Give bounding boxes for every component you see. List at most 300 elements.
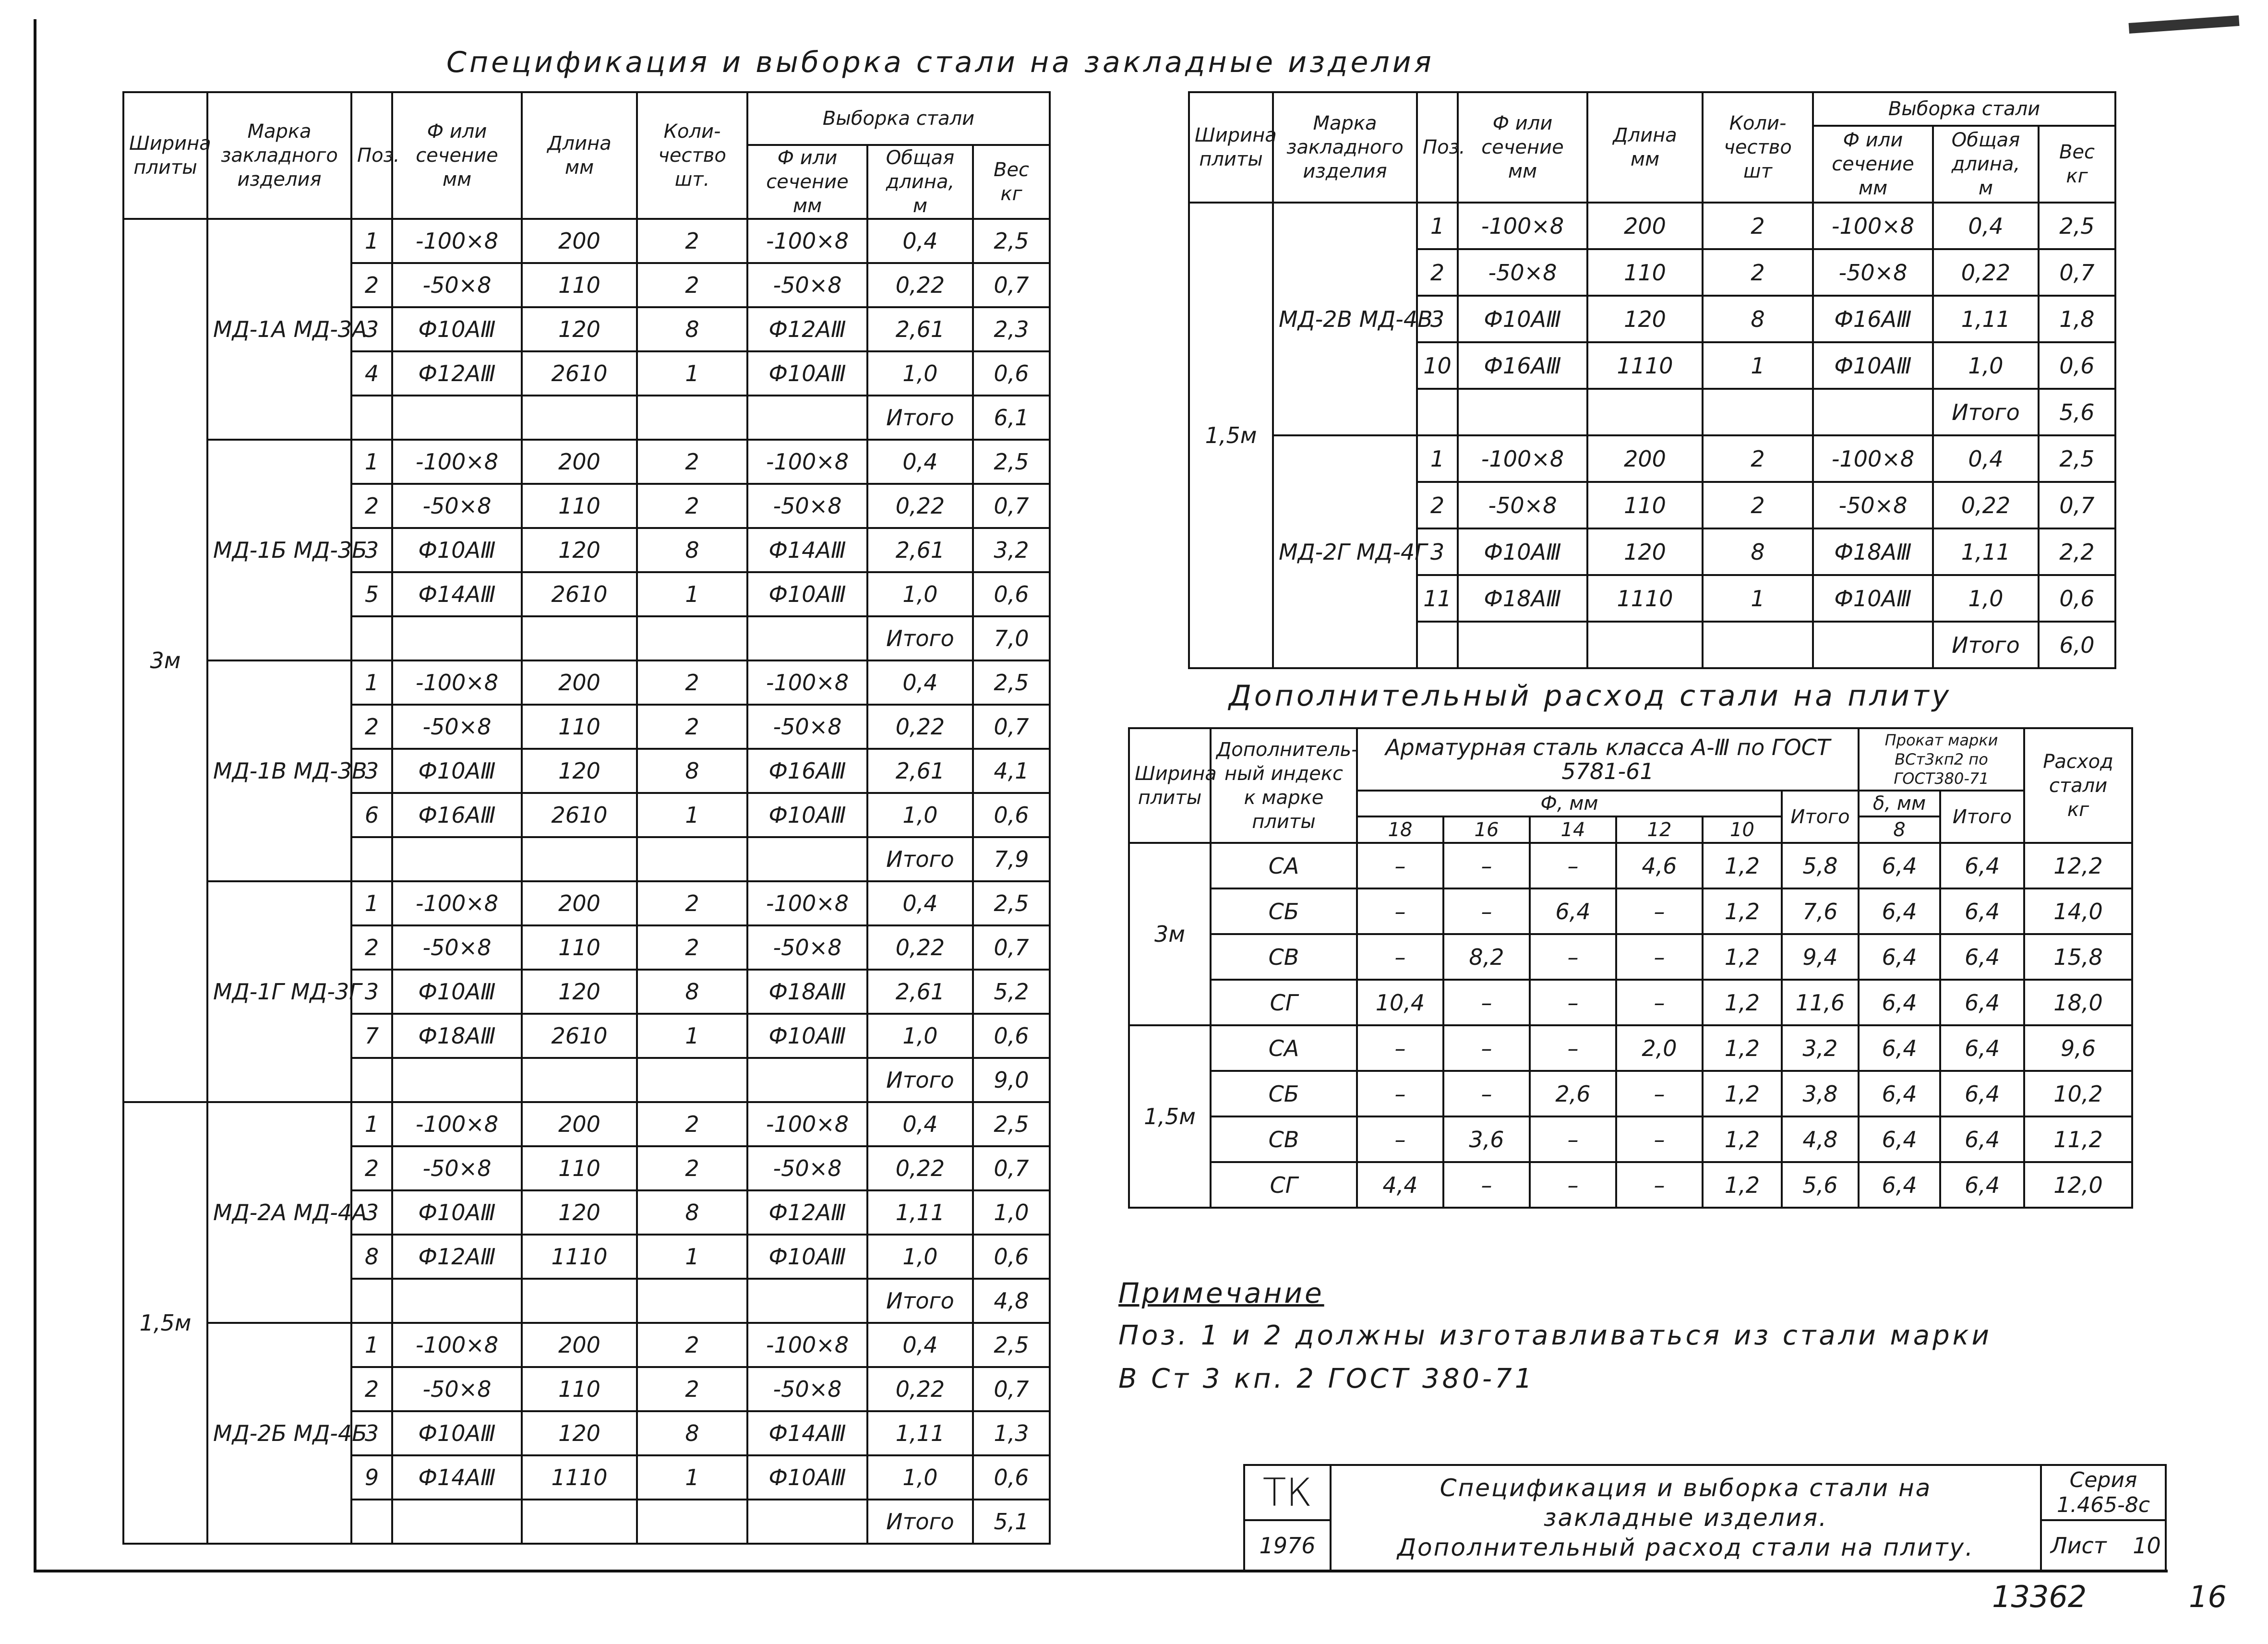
cell-sel-section: Ф18АⅢ	[747, 970, 867, 1014]
cell-sel-section: Ф14АⅢ	[747, 528, 867, 572]
cell-length: 200	[522, 219, 637, 263]
cell-weight: 2,5	[2039, 435, 2115, 482]
cell-sel-length: 0,4	[1933, 203, 2039, 249]
cell-sel-section: Ф10АⅢ	[747, 793, 867, 837]
hdr-length-unit: мм	[1630, 148, 1660, 170]
cell-length: 110	[1587, 482, 1703, 528]
hdr-pos: Поз.	[351, 92, 392, 219]
cell-section: Ф18АⅢ	[392, 1014, 522, 1058]
cell-pos: 1	[351, 660, 392, 705]
note-line-2: В Ст 3 кп. 2 ГОСТ 380-71	[1118, 1363, 1535, 1394]
cell-section: -100×8	[392, 881, 522, 925]
cell-consumption: 15,8	[2024, 934, 2132, 980]
cell-profile-8: 6,4	[1859, 1162, 1940, 1208]
cell-sel-section	[747, 837, 867, 881]
cell-sel-length: 0,22	[867, 1367, 973, 1411]
title-specification: Спецификация и выборка стали на закладные изделия	[446, 46, 1434, 79]
cell-sel-section: -50×8	[747, 1146, 867, 1190]
cell-sel-length: 1,0	[867, 1235, 973, 1279]
cell-consumption: 9,6	[2024, 1025, 2132, 1071]
cell-d14: –	[1530, 843, 1616, 888]
cell-section: Ф10АⅢ	[392, 1190, 522, 1235]
cell-d14: –	[1530, 1025, 1616, 1071]
hdr-section-unit: мм	[442, 168, 472, 191]
cell-pos	[351, 1279, 392, 1323]
cell-profile-8: 6,4	[1859, 1116, 1940, 1162]
cell-consumption: 12,2	[2024, 843, 2132, 888]
cell-sel-length: 1,11	[1933, 528, 2039, 575]
cell-qty: 2	[1703, 249, 1813, 296]
hdr-sel-section-label: Ф или сечение	[766, 147, 849, 193]
cell-qty: 1	[1703, 575, 1813, 622]
stamp-year: 1976	[1244, 1520, 1331, 1571]
hdr-length-unit: мм	[564, 156, 594, 179]
cell-sel-section: -100×8	[747, 1102, 867, 1146]
cell-pos: 3	[351, 528, 392, 572]
cell-profile-total: 6,4	[1940, 1071, 2024, 1116]
cell-d12: –	[1616, 980, 1703, 1025]
cell-length: 2610	[522, 572, 637, 616]
cell-weight: 2,5	[973, 660, 1050, 705]
cell-pos: 1	[351, 440, 392, 484]
cell-section: Ф18АⅢ	[1458, 575, 1587, 622]
cell-weight: 7,0	[973, 616, 1050, 660]
hdr-length-label: Длина	[547, 132, 612, 155]
hdr-qty-label: Коли-чество	[1724, 112, 1792, 158]
cell-section: Ф10АⅢ	[392, 749, 522, 793]
cell-sel-length: 2,61	[867, 749, 973, 793]
cell-qty: 8	[637, 307, 747, 351]
cell-weight: 0,7	[973, 1367, 1050, 1411]
cell-qty: 8	[637, 749, 747, 793]
cell-pos: 3	[351, 970, 392, 1014]
cell-sel-section: Ф16АⅢ	[747, 749, 867, 793]
hdr-section	[1458, 92, 1587, 203]
cell-qty: 1	[637, 1014, 747, 1058]
cell-pos	[351, 1058, 392, 1102]
note-line-1: Поз. 1 и 2 должны изготавливаться из стали марки	[1118, 1320, 1992, 1351]
cell-weight: 0,7	[2039, 249, 2115, 296]
cell-weight: 2,5	[973, 219, 1050, 263]
hdr-sel-length-unit: м	[912, 195, 928, 217]
cell-qty: 2	[1703, 435, 1813, 482]
table-row	[123, 219, 1050, 263]
cell-sel-length: Итого	[1933, 389, 2039, 435]
hdr-consumption-unit: кг	[2067, 798, 2089, 821]
cell-sel-length: 0,4	[867, 219, 973, 263]
cell-total: 4,8	[1782, 1116, 1859, 1162]
table-row	[123, 1323, 1050, 1367]
cell-sel-section: -100×8	[747, 219, 867, 263]
cell-length: 2610	[522, 1014, 637, 1058]
cell-d14: 6,4	[1530, 888, 1616, 934]
hdr-weight-label: Вес	[993, 159, 1030, 181]
mark-cell: МД-1А МД-3А	[207, 219, 351, 440]
cell-total: 11,6	[1782, 980, 1859, 1025]
cell-pos: 2	[351, 1146, 392, 1190]
table-row	[1129, 1116, 2132, 1162]
cell-weight: 0,6	[2039, 575, 2115, 622]
cell-index: СГ	[1211, 1162, 1357, 1208]
cell-d16: –	[1443, 1025, 1530, 1071]
cell-length: 110	[522, 925, 637, 970]
hdr-d12: 12	[1616, 816, 1703, 843]
cell-qty	[637, 396, 747, 440]
cell-sel-length: 1,11	[867, 1411, 973, 1455]
cell-d12: –	[1616, 1071, 1703, 1116]
hdr-weight-unit: кг	[2066, 165, 2088, 187]
hdr-width: Ширина плиты	[123, 92, 207, 219]
cell-section	[392, 837, 522, 881]
cell-sel-length: 1,0	[867, 351, 973, 396]
cell-length: 200	[1587, 203, 1703, 249]
stamp-sheet	[2041, 1520, 2166, 1571]
hdr-mark: Марка закладного изделия	[207, 92, 351, 219]
cell-sel-length: 0,4	[867, 881, 973, 925]
cell-weight: 0,7	[973, 484, 1050, 528]
cell-d18: –	[1357, 888, 1443, 934]
table-row	[1129, 1025, 2132, 1071]
stamp-series-label: Серия	[2069, 1467, 2137, 1492]
cell-pos: 1	[1417, 435, 1458, 482]
cell-pos: 1	[1417, 203, 1458, 249]
cell-total: 5,6	[1782, 1162, 1859, 1208]
cell-length	[1587, 622, 1703, 668]
cell-d12: 2,0	[1616, 1025, 1703, 1071]
cell-pos: 2	[351, 925, 392, 970]
cell-sel-length: 0,22	[867, 925, 973, 970]
mark-cell: МД-1Б МД-3Б	[207, 440, 351, 660]
cell-d10: 1,2	[1703, 888, 1782, 934]
cell-sel-length: 0,22	[1933, 482, 2039, 528]
cell-profile-8: 6,4	[1859, 934, 1940, 980]
cell-weight: 4,8	[973, 1279, 1050, 1323]
cell-d16: –	[1443, 1162, 1530, 1208]
hdr-width: Ширина плиты	[1129, 728, 1211, 843]
cell-sel-section: -100×8	[747, 440, 867, 484]
cell-sel-length: Итого	[867, 1058, 973, 1102]
cell-sel-length: Итого	[867, 396, 973, 440]
cell-qty: 8	[1703, 296, 1813, 342]
cell-sel-length: 0,22	[1933, 249, 2039, 296]
cell-sel-section: -100×8	[1813, 435, 1933, 482]
cell-length: 110	[522, 263, 637, 307]
cell-weight: 5,6	[2039, 389, 2115, 435]
cell-pos: 3	[1417, 528, 1458, 575]
hdr-sel-length-label: Общая длина,	[1951, 129, 2020, 175]
cell-sel-length: 1,0	[867, 1455, 973, 1500]
cell-sel-section: Ф10АⅢ	[747, 572, 867, 616]
cell-length: 1110	[1587, 342, 1703, 389]
cell-pos: 2	[351, 263, 392, 307]
cell-sel-section	[747, 1279, 867, 1323]
cell-d12: 4,6	[1616, 843, 1703, 888]
cell-d16: 8,2	[1443, 934, 1530, 980]
cell-length	[522, 1500, 637, 1544]
cell-profile-total: 6,4	[1940, 1025, 2024, 1071]
hdr-sel-section-unit: мм	[792, 195, 822, 217]
cell-sel-length: 0,4	[1933, 435, 2039, 482]
cell-consumption: 12,0	[2024, 1162, 2132, 1208]
cell-d18: –	[1357, 1025, 1443, 1071]
cell-section: Ф10АⅢ	[392, 528, 522, 572]
cell-pos: 3	[351, 1190, 392, 1235]
cell-sel-section: -50×8	[747, 925, 867, 970]
cell-pos: 1	[351, 219, 392, 263]
cell-total: 3,2	[1782, 1025, 1859, 1071]
hdr-diam: Ф, мм	[1357, 791, 1782, 816]
cell-weight: 0,6	[973, 793, 1050, 837]
cell-section	[1458, 389, 1587, 435]
cell-weight: 4,1	[973, 749, 1050, 793]
cell-sel-section	[747, 396, 867, 440]
cell-qty	[637, 1058, 747, 1102]
cell-length: 200	[522, 1102, 637, 1146]
left-spec-body	[123, 219, 1050, 1544]
cell-sel-length: 0,22	[867, 1146, 973, 1190]
cell-section: -50×8	[392, 1367, 522, 1411]
cell-sel-length: Итого	[867, 1279, 973, 1323]
cell-pos: 3	[351, 1411, 392, 1455]
cell-length: 1110	[522, 1455, 637, 1500]
cell-profile-8: 6,4	[1859, 843, 1940, 888]
table-row	[123, 660, 1050, 705]
hdr-qty	[637, 92, 747, 219]
hdr-profile-t: δ, мм	[1859, 791, 1940, 816]
cell-length: 110	[522, 484, 637, 528]
cell-weight: 2,5	[973, 440, 1050, 484]
cell-weight: 2,5	[2039, 203, 2115, 249]
cell-sel-length: 0,22	[867, 263, 973, 307]
cell-length: 110	[1587, 249, 1703, 296]
additional-consumption-body	[1129, 843, 2132, 1208]
cell-profile-total: 6,4	[1940, 888, 2024, 934]
hdr-profile-total: Итого	[1940, 791, 2024, 843]
cell-length: 110	[522, 1367, 637, 1411]
cell-d16: –	[1443, 843, 1530, 888]
width-cell: 3м	[1129, 843, 1211, 1025]
hdr-d10: 10	[1703, 816, 1782, 843]
hdr-section	[392, 92, 522, 219]
cell-length: 120	[522, 970, 637, 1014]
cell-pos: 5	[351, 572, 392, 616]
cell-profile-8: 6,4	[1859, 980, 1940, 1025]
hdr-consumption	[2024, 728, 2132, 843]
hdr-profile-8: 8	[1859, 816, 1940, 843]
cell-weight: 0,6	[973, 1014, 1050, 1058]
hdr-selection: Выборка стали	[747, 92, 1050, 145]
cell-qty: 8	[637, 528, 747, 572]
cell-profile-total: 6,4	[1940, 1162, 2024, 1208]
cell-weight: 7,9	[973, 837, 1050, 881]
cell-total: 3,8	[1782, 1071, 1859, 1116]
cell-section: -50×8	[392, 484, 522, 528]
cell-length	[522, 1058, 637, 1102]
cell-length: 120	[1587, 528, 1703, 575]
table-row	[1129, 1071, 2132, 1116]
right-spec-body	[1189, 203, 2115, 668]
hdr-sel-length	[1933, 126, 2039, 203]
cell-qty: 2	[637, 1146, 747, 1190]
cell-sel-length: 1,0	[867, 572, 973, 616]
cell-section	[392, 1058, 522, 1102]
ink-smudge	[2129, 15, 2240, 34]
cell-sel-length: 0,4	[867, 1102, 973, 1146]
cell-qty: 2	[637, 219, 747, 263]
cell-sel-section: -50×8	[747, 263, 867, 307]
cell-sel-section	[1813, 389, 1933, 435]
cell-d14: –	[1530, 1162, 1616, 1208]
cell-qty: 1	[1703, 342, 1813, 389]
cell-pos: 2	[351, 705, 392, 749]
cell-sel-length: 2,61	[867, 970, 973, 1014]
cell-sel-section: Ф10АⅢ	[747, 1455, 867, 1500]
cell-index: СБ	[1211, 1071, 1357, 1116]
cell-d14: –	[1530, 1116, 1616, 1162]
hdr-length-label: Длина	[1613, 124, 1677, 146]
cell-sel-section: Ф12АⅢ	[747, 1190, 867, 1235]
cell-index: СБ	[1211, 888, 1357, 934]
cell-sel-section	[1813, 622, 1933, 668]
cell-section: Ф16АⅢ	[392, 793, 522, 837]
stamp-sheet-label: Лист	[2051, 1532, 2107, 1559]
cell-length: 120	[522, 749, 637, 793]
cell-weight: 0,6	[973, 1455, 1050, 1500]
cell-qty	[637, 837, 747, 881]
cell-weight: 2,5	[973, 1102, 1050, 1146]
hdr-d14: 14	[1530, 816, 1616, 843]
cell-length	[522, 396, 637, 440]
cell-sel-length: 1,0	[1933, 342, 2039, 389]
cell-d12: –	[1616, 888, 1703, 934]
cell-length: 120	[1587, 296, 1703, 342]
cell-sel-section: -50×8	[747, 1367, 867, 1411]
cell-pos: 11	[1417, 575, 1458, 622]
cell-length: 110	[522, 1146, 637, 1190]
cell-qty: 2	[1703, 482, 1813, 528]
cell-qty	[637, 616, 747, 660]
stamp-sheet-value: 10	[2133, 1532, 2161, 1559]
cell-length: 120	[522, 1190, 637, 1235]
cell-sel-section: -100×8	[1813, 203, 1933, 249]
cell-sel-length: Итого	[867, 837, 973, 881]
cell-section: -100×8	[392, 1102, 522, 1146]
cell-qty: 1	[637, 1455, 747, 1500]
hdr-sel-section-label: Ф или сечение	[1832, 129, 1914, 175]
cell-d10: 1,2	[1703, 1116, 1782, 1162]
hdr-selection: Выборка стали	[1813, 92, 2115, 126]
cell-qty: 8	[637, 970, 747, 1014]
cell-profile-8: 6,4	[1859, 888, 1940, 934]
stamp-title	[1331, 1465, 2041, 1571]
cell-weight: 2,5	[973, 1323, 1050, 1367]
mark-cell: МД-2Б МД-4Б	[207, 1323, 351, 1544]
cell-pos: 6	[351, 793, 392, 837]
cell-sel-section: Ф18АⅢ	[1813, 528, 1933, 575]
cell-qty	[637, 1279, 747, 1323]
cell-weight: 2,5	[973, 881, 1050, 925]
cell-pos	[351, 616, 392, 660]
sheet-code: 13362	[1992, 1579, 2087, 1614]
cell-profile-total: 6,4	[1940, 1116, 2024, 1162]
width-cell: 3м	[123, 219, 207, 1102]
cell-pos: 8	[351, 1235, 392, 1279]
note-title: Примечание	[1118, 1277, 1324, 1309]
cell-section: Ф12АⅢ	[392, 1235, 522, 1279]
cell-length	[522, 616, 637, 660]
right-spec-table	[1188, 91, 2116, 669]
table-row	[1129, 980, 2132, 1025]
cell-d18: –	[1357, 934, 1443, 980]
cell-weight: 0,7	[973, 925, 1050, 970]
cell-length: 120	[522, 528, 637, 572]
cell-section: -100×8	[392, 219, 522, 263]
cell-weight: 0,7	[973, 705, 1050, 749]
cell-d18: 10,4	[1357, 980, 1443, 1025]
hdr-qty	[1703, 92, 1813, 203]
cell-qty	[1703, 389, 1813, 435]
table-row	[123, 440, 1050, 484]
cell-sel-section: -100×8	[747, 1323, 867, 1367]
width-cell: 1,5м	[1129, 1025, 1211, 1208]
cell-length: 2610	[522, 793, 637, 837]
cell-weight: 2,2	[2039, 528, 2115, 575]
cell-pos: 3	[1417, 296, 1458, 342]
hdr-total: Итого	[1782, 791, 1859, 843]
cell-section: -50×8	[392, 1146, 522, 1190]
cell-d10: 1,2	[1703, 934, 1782, 980]
cell-weight: 6,0	[2039, 622, 2115, 668]
cell-qty: 2	[637, 484, 747, 528]
cell-weight: 0,6	[2039, 342, 2115, 389]
cell-d18: –	[1357, 843, 1443, 888]
cell-qty: 2	[637, 925, 747, 970]
mark-cell: МД-2Г МД-4Г	[1273, 435, 1417, 668]
cell-d14: –	[1530, 980, 1616, 1025]
cell-d10: 1,2	[1703, 843, 1782, 888]
cell-qty: 8	[1703, 528, 1813, 575]
cell-profile-8: 6,4	[1859, 1025, 1940, 1071]
cell-section: -50×8	[1458, 482, 1587, 528]
cell-section	[392, 616, 522, 660]
cell-sel-section: -50×8	[1813, 249, 1933, 296]
cell-index: СА	[1211, 1025, 1357, 1071]
cell-profile-total: 6,4	[1940, 980, 2024, 1025]
cell-consumption: 14,0	[2024, 888, 2132, 934]
hdr-qty-unit: шт.	[674, 168, 710, 191]
cell-weight: 0,7	[973, 263, 1050, 307]
cell-section	[392, 1279, 522, 1323]
cell-sel-section: -100×8	[747, 881, 867, 925]
cell-length	[1587, 389, 1703, 435]
hdr-sel-section-unit: мм	[1858, 177, 1888, 199]
cell-pos	[351, 837, 392, 881]
cell-length	[522, 837, 637, 881]
table-row	[1129, 1162, 2132, 1208]
cell-sel-length: 1,11	[1933, 296, 2039, 342]
mark-cell: МД-1В МД-3В	[207, 660, 351, 881]
cell-sel-section: Ф10АⅢ	[1813, 575, 1933, 622]
mark-cell: МД-2А МД-4А	[207, 1102, 351, 1323]
cell-qty: 1	[637, 1235, 747, 1279]
cell-d16: 3,6	[1443, 1116, 1530, 1162]
cell-weight: 0,7	[2039, 482, 2115, 528]
cell-pos	[351, 396, 392, 440]
cell-length: 1110	[522, 1235, 637, 1279]
cell-section: Ф14АⅢ	[392, 572, 522, 616]
cell-sel-length: 0,22	[867, 705, 973, 749]
hdr-d16: 16	[1443, 816, 1530, 843]
